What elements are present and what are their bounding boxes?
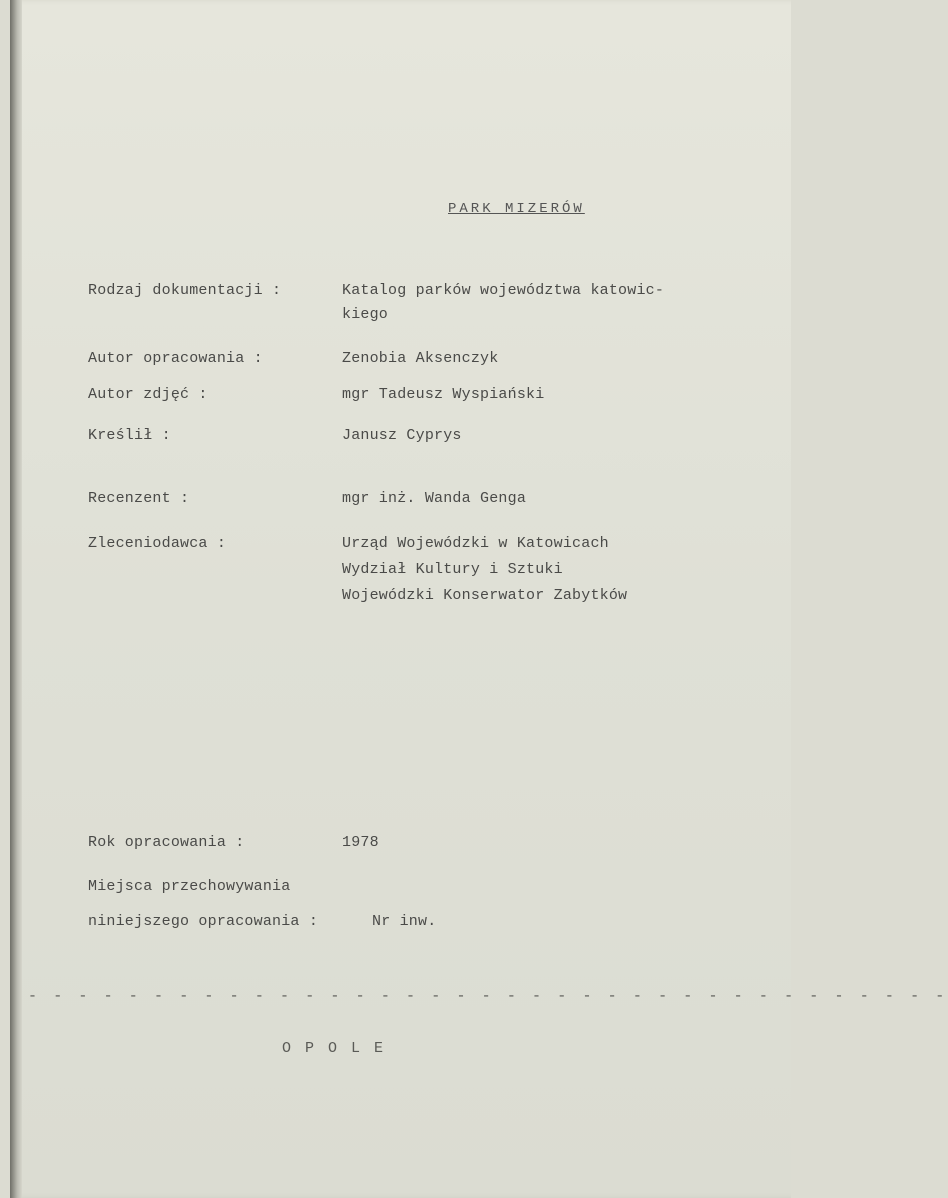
- field-label-year: Rok opracowania :: [88, 834, 245, 851]
- field-value-photo-author: mgr Tadeusz Wyspiański: [342, 386, 545, 403]
- document-title: PARK MIZERÓW: [448, 201, 585, 217]
- field-label-doc-type: Rodzaj dokumentacji :: [88, 282, 282, 299]
- field-value-author: Zenobia Aksenczyk: [342, 350, 499, 367]
- field-label-drafter: Kreślił :: [88, 427, 171, 444]
- field-value-storage: Nr inw.: [372, 913, 437, 930]
- field-label-storage-2: niniejszego opracowania :: [88, 913, 319, 930]
- field-value-drafter: Janusz Cyprys: [342, 427, 462, 444]
- field-label-author: Autor opracowania :: [88, 350, 263, 367]
- field-value-year: 1978: [342, 834, 379, 851]
- field-value-doc-type-cont: kiego: [342, 306, 389, 323]
- city-name: OPOLE: [282, 1040, 398, 1057]
- field-label-storage-1: Miejsca przechowywania: [88, 878, 291, 895]
- field-value-reviewer: mgr inż. Wanda Genga: [342, 490, 527, 507]
- field-label-photo-author: Autor zdjęć :: [88, 386, 208, 403]
- field-label-commissioner: Zleceniodawca :: [88, 535, 227, 552]
- binding-edge: [10, 0, 22, 1198]
- field-value-commissioner-office: Wojewódzki Konserwator Zabytków: [342, 587, 628, 604]
- field-value-commissioner: Urząd Wojewódzki w Katowicach: [342, 535, 609, 552]
- separator-line: - - - - - - - - - - - - - - - - - - - - - - - - - - - - - - - - - - - - -: [28, 988, 948, 1005]
- field-value-commissioner-dept: Wydział Kultury i Sztuki: [342, 561, 563, 578]
- field-value-doc-type: Katalog parków województwa katowic-: [342, 282, 665, 299]
- field-label-reviewer: Recenzent :: [88, 490, 190, 507]
